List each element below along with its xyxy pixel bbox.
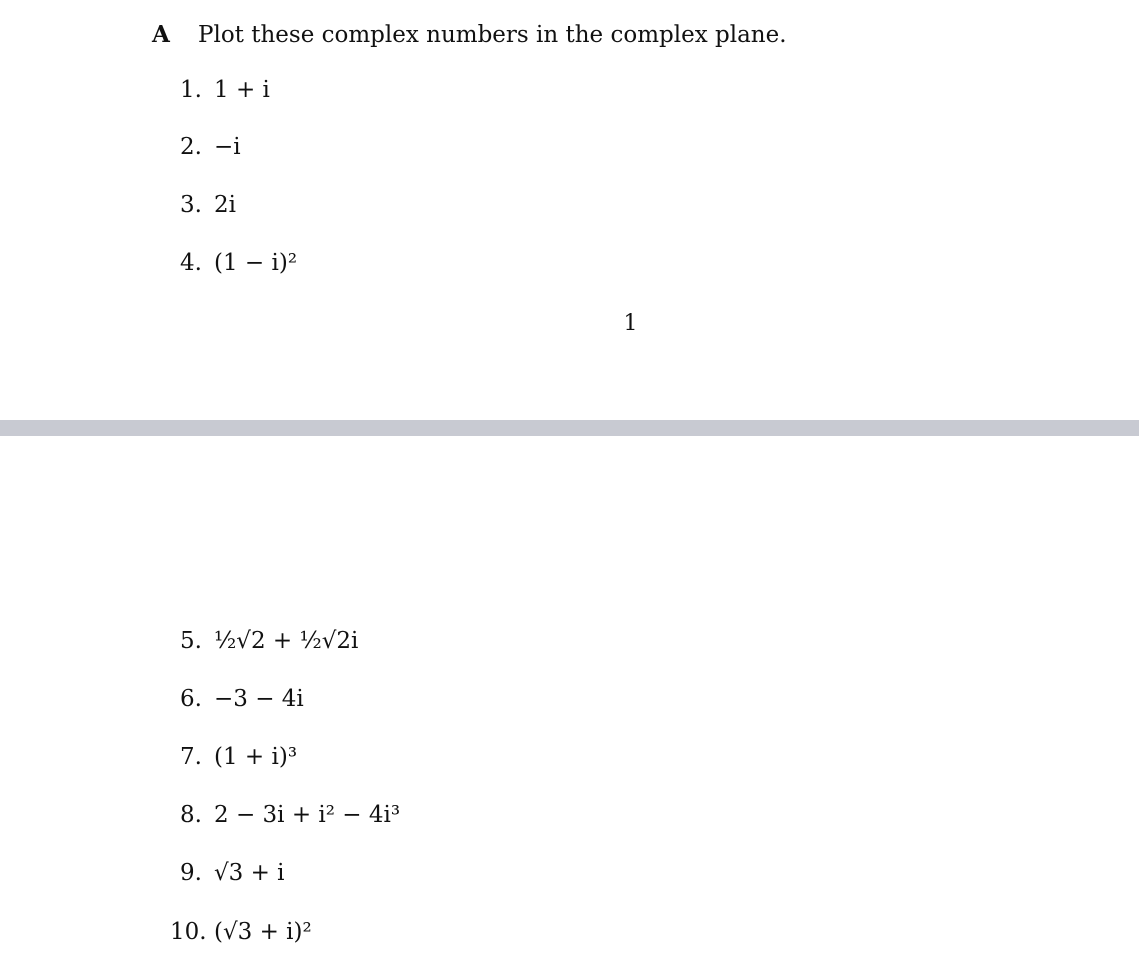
item-expression: 1 + i [214, 77, 270, 103]
item-number: 10. [170, 919, 207, 945]
item-number: 2. [180, 134, 202, 160]
item-expression: ½√2 + ½√2i [214, 628, 359, 654]
item-expression: −3 − 4i [214, 686, 304, 712]
list-item [170, 132, 241, 162]
item-expression: (√3 + i)² [214, 919, 312, 945]
item-number: 3. [180, 192, 202, 218]
item-expression: (1 + i)³ [214, 744, 298, 770]
item-number: 6. [180, 686, 202, 712]
item-expression: 2 − 3i + i² − 4i³ [214, 802, 401, 828]
section-letter: A [152, 21, 170, 48]
item-number: 5. [180, 628, 202, 654]
list-item [170, 626, 358, 656]
item-number: 7. [180, 744, 202, 770]
list-item [170, 917, 312, 947]
list-item [170, 800, 400, 830]
page-separator [0, 420, 1139, 436]
item-number: 4. [180, 250, 202, 276]
list-item [170, 248, 297, 278]
section-heading [152, 20, 787, 50]
section-instruction: Plot these complex numbers in the complex plane. [198, 22, 787, 48]
list-item [170, 684, 304, 714]
page-two [0, 436, 1139, 974]
list-item [170, 190, 236, 220]
item-expression: √3 + i [214, 860, 285, 886]
item-expression: −i [214, 134, 241, 160]
item-number: 1. [180, 77, 202, 103]
list-item [170, 75, 270, 105]
item-expression: 2i [214, 192, 236, 218]
list-item [170, 742, 297, 772]
item-number: 8. [180, 802, 202, 828]
item-expression: (1 − i)² [214, 250, 298, 276]
page-one [0, 0, 1139, 420]
page-number: 1 [623, 311, 638, 336]
list-item [170, 858, 285, 888]
item-number: 9. [180, 860, 202, 886]
